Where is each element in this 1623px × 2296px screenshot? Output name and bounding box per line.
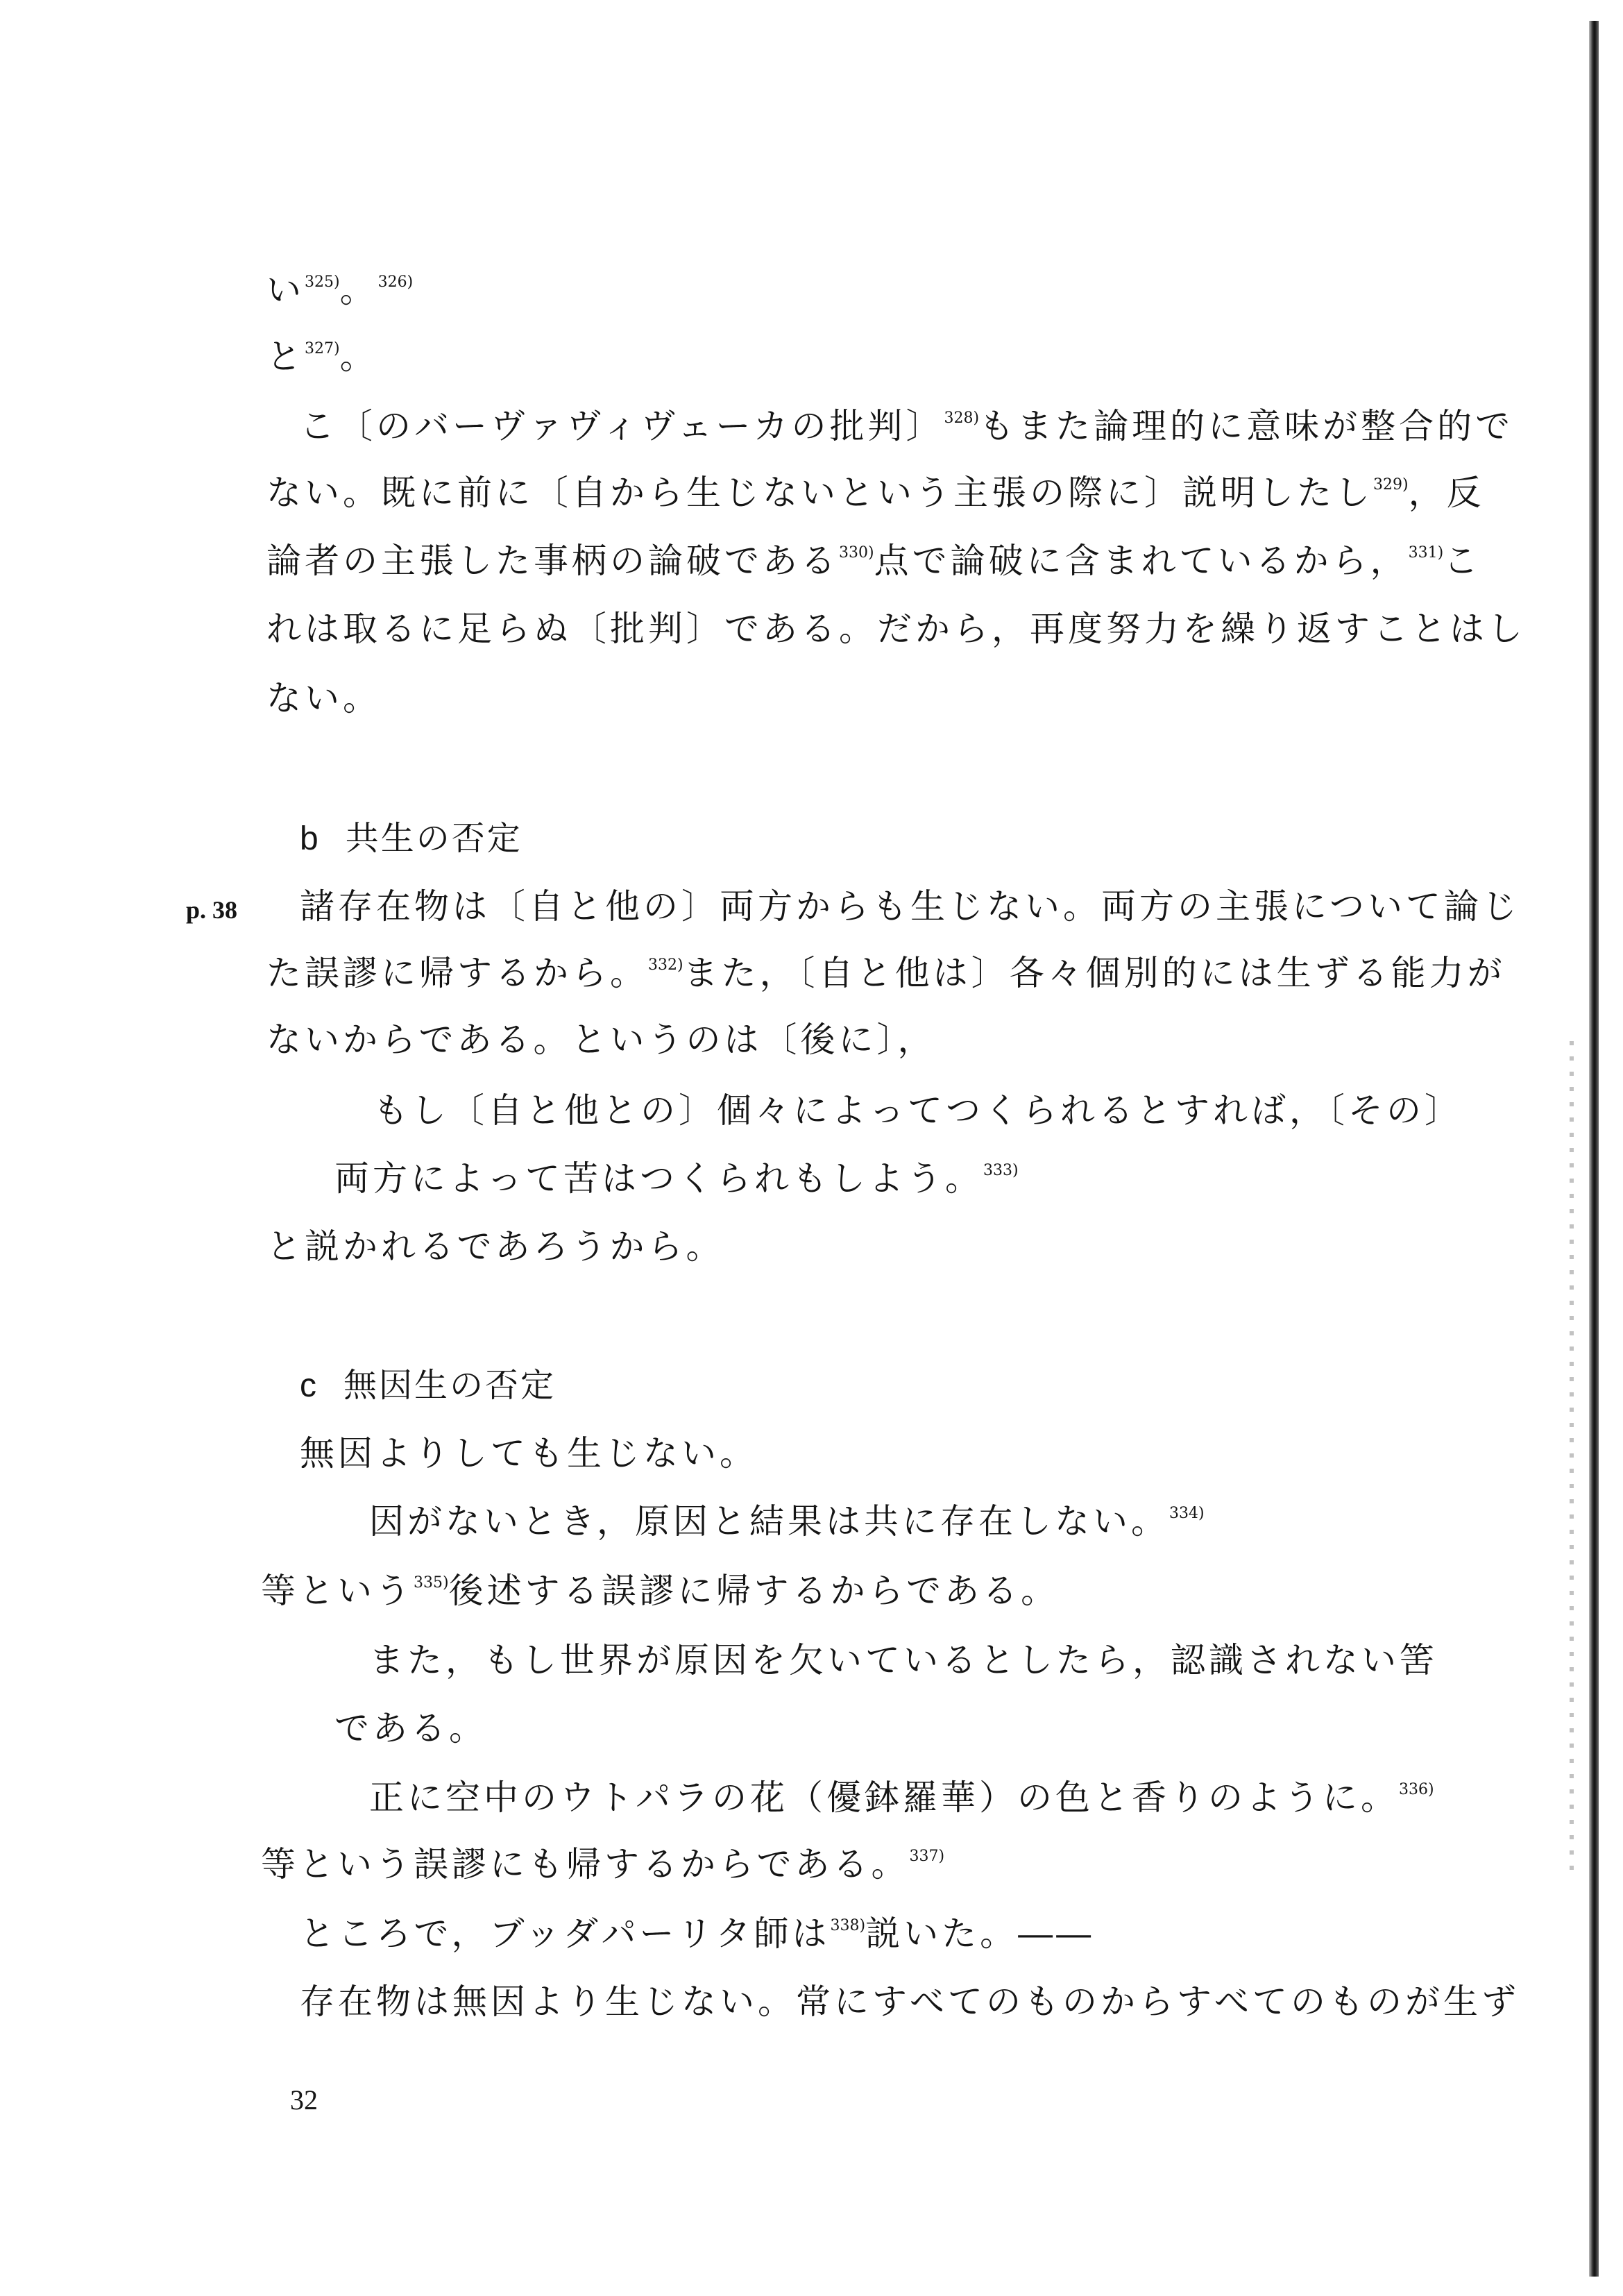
section-heading-b: b 共生の否定: [300, 819, 522, 858]
text-line: 無因よりしても生じない。: [300, 1433, 758, 1474]
section-heading-c: c 無因生の否定: [300, 1366, 556, 1405]
text-line: 存在物は無因より生じない。常にすべてのものからすべてのものが生ず: [300, 1982, 1520, 2022]
text-line: 論者の主張した事柄の論破である$^{330)}$点で論破に含まれているから，$^{331)}$こ: [266, 541, 1482, 581]
margin-page-reference: p. 38: [186, 896, 238, 924]
quote-line: である。: [334, 1708, 487, 1748]
text-line: 諸存在物は〔自と他の〕両方からも生じない。両方の主張について論じ: [300, 886, 1520, 927]
text-line: と$^{327)}$。: [266, 337, 378, 377]
quote-line: 正に空中のウトパラの花（優鉢羅華）の色と香りのように。$^{336)}$: [369, 1778, 1434, 1818]
text-line: れは取るに足らぬ〔批判〕である。だから，再度努力を繰り返すことはし: [266, 609, 1526, 649]
text-line: ないからである。というのは〔後に〕，: [266, 1020, 936, 1060]
text-line: と説かれるであろうから。: [266, 1226, 724, 1267]
text-line: 等という$^{335)}$後述する誤謬に帰するからである。: [261, 1571, 1060, 1611]
text-line: い$^{325)}$。$^{326)}$: [266, 270, 414, 310]
scan-edge-shadow: [1589, 21, 1599, 2277]
scan-edge-noise: [1570, 1041, 1574, 1874]
quote-line: また，もし世界が原因を欠いているとしたら，認識されない筈: [369, 1640, 1438, 1680]
text-line: 等という誤謬にも帰するからである。$^{337)}$: [261, 1844, 945, 1884]
quote-line: 両方によって苦はつくられもしよう。$^{333)}$: [334, 1158, 1019, 1199]
text-line: た誤謬に帰するから。$^{332)}$また，〔自と他は〕各々個別的には生ずる能力が: [266, 953, 1506, 993]
quote-line: もし〔自と他との〕個々によってつくられるとすれば，〔その〕: [373, 1090, 1463, 1131]
text-line: こ〔のバーヴァヴィヴェーカの批判〕$^{328)}$もまた論理的に意味が整合的で: [300, 406, 1514, 446]
text-line: ところで，ブッダパーリタ師は$^{338)}$説いた。――: [300, 1914, 1095, 1954]
quote-line: 因がないとき，原因と結果は共に存在しない。$^{334)}$: [369, 1501, 1205, 1542]
text-line: ない。既に前に〔自から生じないという主張の際に〕説明したし$^{329)}$，反: [266, 473, 1485, 513]
text-line: ない。: [266, 678, 381, 718]
page-number: 32: [290, 2084, 318, 2116]
